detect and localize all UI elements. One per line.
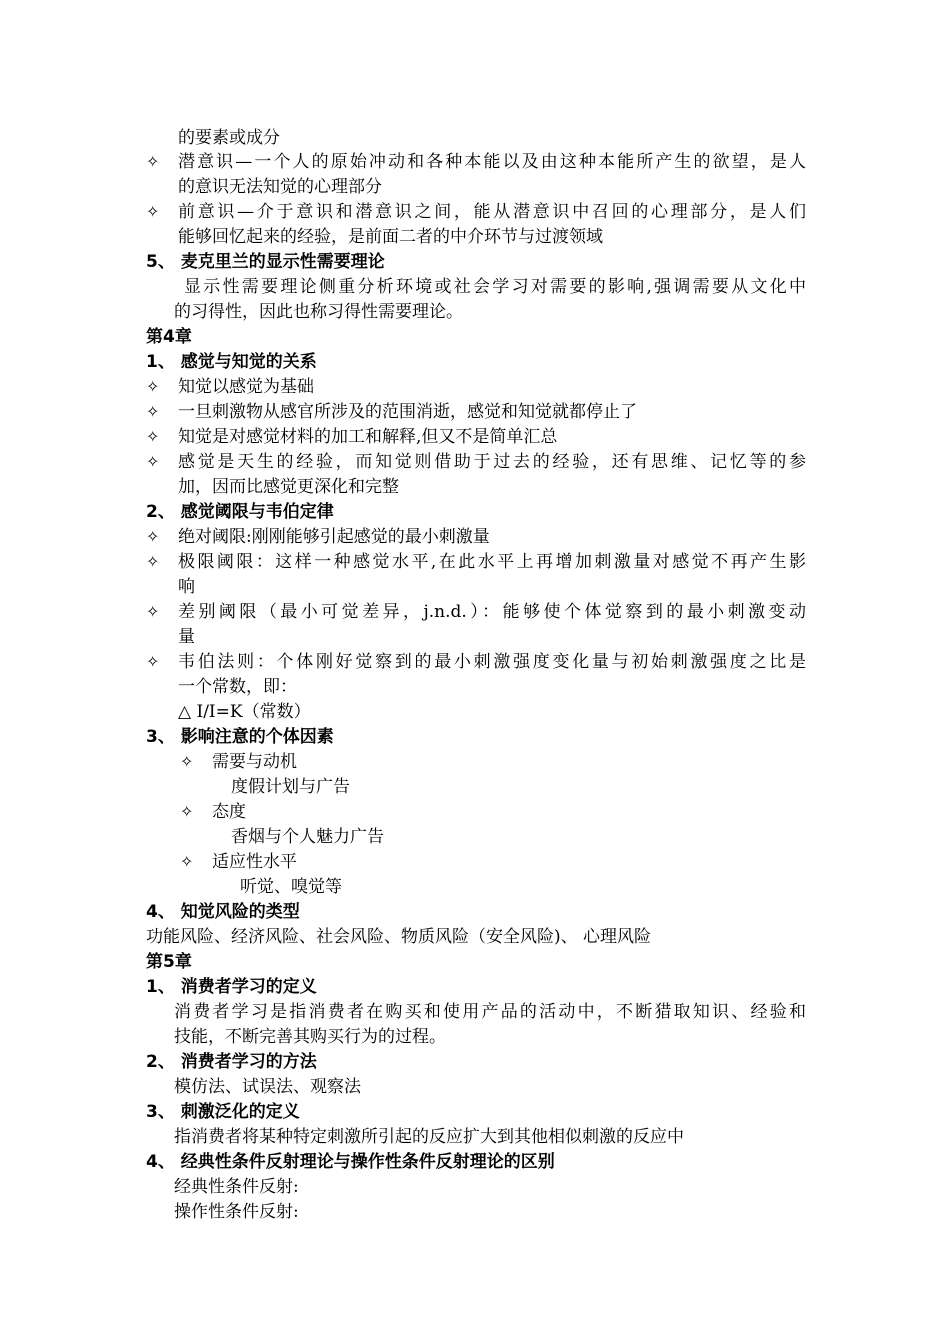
paragraph-text: 模仿法、试误法、观察法 [174, 1077, 361, 1097]
text-line: 的意识无法知觉的心理部分 [178, 177, 382, 197]
section-heading: 1、 消费者学习的定义 [146, 977, 317, 997]
bullet-text: 态度 [212, 802, 246, 822]
bullet-diamond-icon: ✧ [180, 852, 194, 871]
bullet-diamond-icon: ✧ [146, 452, 160, 471]
text-line: 一个常数，即： [178, 677, 297, 697]
bullet-text: 知觉是对感觉材料的加工和解释,但又不是简单汇总 [178, 427, 558, 447]
text-line: 听觉、嗅觉等 [240, 877, 342, 897]
text-line: 加，因而比感觉更深化和完整 [178, 477, 399, 497]
bullet-text: 适应性水平 [212, 852, 297, 872]
chapter-heading: 第5章 [146, 952, 192, 972]
bullet-diamond-icon: ✧ [146, 602, 160, 621]
paragraph-text: 操作性条件反射: [174, 1202, 299, 1222]
bullet-diamond-icon: ✧ [146, 202, 160, 221]
text-line: 度假计划与广告 [231, 777, 350, 797]
bullet-diamond-icon: ✧ [146, 652, 160, 671]
paragraph-text: 的习得性，因此也称习得性需要理论。 [174, 302, 463, 322]
paragraph-text: 消费者学习是指消费者在购买和使用产品的活动中，不断猎取知识、经验和 [174, 1002, 806, 1022]
bullet-diamond-icon: ✧ [180, 802, 194, 821]
bullet-text: 差别阈限（最小可觉差异，j.n.d.）：能够使个体觉察到的最小刺激变动 [178, 602, 806, 622]
paragraph-text: 功能风险、经济风险、社会风险、物质风险（安全风险)、 心理风险 [146, 927, 652, 947]
bullet-diamond-icon: ✧ [146, 552, 160, 571]
bullet-diamond-icon: ✧ [146, 152, 160, 171]
formula-line: △ I/I=K（常数） [178, 702, 311, 722]
paragraph-text: 技能，不断完善其购买行为的过程。 [174, 1027, 446, 1047]
bullet-text: 一旦刺激物从感官所涉及的范围消逝，感觉和知觉就都停止了 [178, 402, 637, 422]
chapter-heading: 第4章 [146, 327, 192, 347]
text-line: 响 [178, 577, 195, 597]
section-heading: 3、 影响注意的个体因素 [146, 727, 334, 747]
text-line: 量 [178, 627, 195, 647]
bullet-text: 绝对阈限:刚刚能够引起感觉的最小刺激量 [178, 527, 490, 547]
text-line: 的要素或成分 [178, 128, 280, 148]
section-heading: 4、 知觉风险的类型 [146, 902, 300, 922]
section-heading: 1、 感觉与知觉的关系 [146, 352, 317, 372]
bullet-text: 韦伯法则：个体刚好觉察到的最小刺激强度变化量与初始刺激强度之比是 [178, 652, 806, 672]
bullet-text: 感觉是天生的经验，而知觉则借助于过去的经验，还有思维、记忆等的参 [178, 452, 806, 472]
section-heading: 2、 消费者学习的方法 [146, 1052, 317, 1072]
text-line: 香烟与个人魅力广告 [231, 827, 384, 847]
bullet-text: 潜意识—一个人的原始冲动和各种本能以及由这种本能所产生的欲望，是人 [178, 152, 806, 172]
section-heading: 2、 感觉阈限与韦伯定律 [146, 502, 334, 522]
bullet-diamond-icon: ✧ [180, 752, 194, 771]
section-heading: 5、 麦克里兰的显示性需要理论 [146, 252, 385, 272]
bullet-diamond-icon: ✧ [146, 402, 160, 421]
bullet-diamond-icon: ✧ [146, 377, 160, 396]
bullet-diamond-icon: ✧ [146, 527, 160, 546]
bullet-text: 极限阈限：这样一种感觉水平,在此水平上再增加刺激量对感觉不再产生影 [178, 552, 806, 572]
paragraph-text: 经典性条件反射: [174, 1177, 299, 1197]
section-heading: 3、 刺激泛化的定义 [146, 1102, 300, 1122]
bullet-text: 需要与动机 [212, 752, 297, 772]
bullet-text: 前意识—介于意识和潜意识之间，能从潜意识中召回的心理部分，是人们 [178, 202, 806, 222]
paragraph-text: 显示性需要理论侧重分析环境或社会学习对需要的影响,强调需要从文化中 [184, 277, 806, 297]
section-heading: 4、 经典性条件反射理论与操作性条件反射理论的区别 [146, 1152, 555, 1172]
paragraph-text: 指消费者将某种特定刺激所引起的反应扩大到其他相似刺激的反应中 [174, 1127, 684, 1147]
text-line: 能够回忆起来的经验，是前面二者的中介环节与过渡领域 [178, 227, 603, 247]
bullet-diamond-icon: ✧ [146, 427, 160, 446]
bullet-text: 知觉以感觉为基础 [178, 377, 314, 397]
